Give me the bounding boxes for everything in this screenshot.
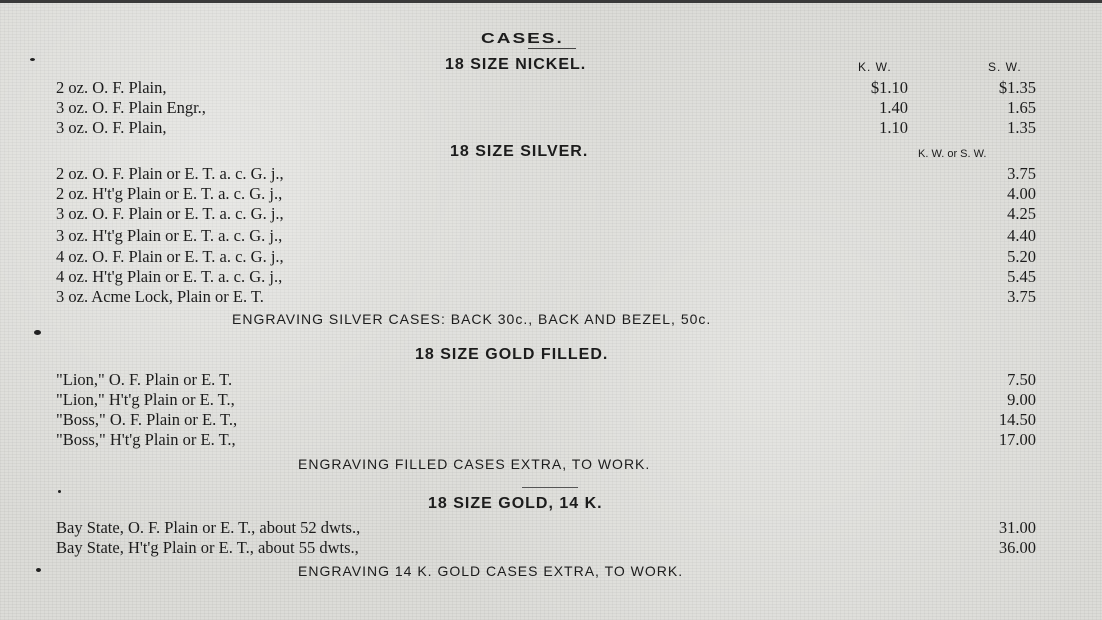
nickel-row-sw-price: $1.35 <box>998 78 1036 97</box>
gold-filled-row-desc: "Lion," H't'g Plain or E. T., <box>56 390 235 409</box>
section-rule <box>522 487 578 488</box>
engraving-note-silver: ENGRAVING SILVER CASES: BACK 30c., BACK AND BEZEL, 50c. <box>232 311 712 327</box>
gold-14k-row-desc: Bay State, H't'g Plain or E. T., about 55 dwts., <box>56 538 359 557</box>
nickel-row-sw-price: 1.65 <box>1007 98 1036 117</box>
nickel-row-sw-price: 1.35 <box>1007 118 1036 137</box>
page-title: CASES. <box>481 30 564 47</box>
silver-row-price: 4.25 <box>1007 204 1036 223</box>
silver-row-price: 5.20 <box>1007 247 1036 266</box>
column-header-kw: K. W. <box>858 60 892 74</box>
silver-row-desc: 2 oz. H't'g Plain or E. T. a. c. G. j., <box>56 184 283 203</box>
gold-filled-row-price: 9.00 <box>1007 390 1036 409</box>
silver-row-price: 4.40 <box>1007 226 1036 245</box>
engraving-note-filled: ENGRAVING FILLED CASES EXTRA, TO WORK. <box>298 456 651 472</box>
gold-filled-row-desc: "Lion," O. F. Plain or E. T. <box>56 370 233 389</box>
silver-row-desc: 4 oz. O. F. Plain or E. T. a. c. G. j., <box>56 247 284 266</box>
section-heading-silver: 18 SIZE SILVER. <box>450 143 589 160</box>
silver-row-desc: 2 oz. O. F. Plain or E. T. a. c. G. j., <box>56 164 284 183</box>
gold-14k-row-desc: Bay State, O. F. Plain or E. T., about 52 dwts., <box>56 518 361 537</box>
silver-row-desc: 3 oz. O. F. Plain or E. T. a. c. G. j., <box>56 204 284 223</box>
engraving-note-14k: ENGRAVING 14 K. GOLD CASES EXTRA, TO WORK. <box>298 563 684 579</box>
nickel-row-desc: 3 oz. O. F. Plain, <box>56 118 167 137</box>
gold-filled-row-desc: "Boss," H't'g Plain or E. T., <box>56 430 236 449</box>
gold-filled-row-price: 17.00 <box>998 430 1036 449</box>
nickel-row-desc: 3 oz. O. F. Plain Engr., <box>56 98 206 117</box>
column-header-sw: S. W. <box>988 60 1022 74</box>
title-rule <box>528 48 576 49</box>
section-heading-gold-filled: 18 SIZE GOLD FILLED. <box>415 346 609 363</box>
scan-speck <box>34 330 41 335</box>
nickel-row-kw-price: 1.40 <box>879 98 908 117</box>
nickel-row-kw-price: 1.10 <box>879 118 908 137</box>
gold-14k-row-price: 31.00 <box>998 518 1036 537</box>
silver-row-desc: 4 oz. H't'g Plain or E. T. a. c. G. j., <box>56 267 283 286</box>
silver-row-price: 5.45 <box>1007 267 1036 286</box>
silver-row-price: 3.75 <box>1007 164 1036 183</box>
silver-row-desc: 3 oz. Acme Lock, Plain or E. T. <box>56 287 264 306</box>
scan-speck <box>30 58 35 61</box>
section-heading-nickel: 18 SIZE NICKEL. <box>445 56 587 73</box>
nickel-row-desc: 2 oz. O. F. Plain, <box>56 78 167 97</box>
silver-row-price: 3.75 <box>1007 287 1036 306</box>
section-heading-gold-14k: 18 SIZE GOLD, 14 K. <box>428 495 603 512</box>
scan-speck <box>58 490 61 493</box>
silver-row-desc: 3 oz. H't'g Plain or E. T. a. c. G. j., <box>56 226 283 245</box>
gold-14k-row-price: 36.00 <box>998 538 1036 557</box>
scan-speck <box>36 568 41 572</box>
nickel-row-kw-price: $1.10 <box>870 78 908 97</box>
gold-filled-row-price: 7.50 <box>1007 370 1036 389</box>
gold-filled-row-price: 14.50 <box>998 410 1036 429</box>
top-border <box>0 0 1102 3</box>
silver-row-price: 4.00 <box>1007 184 1036 203</box>
column-header-kw-or-sw: K. W. or S. W. <box>918 148 987 160</box>
gold-filled-row-desc: "Boss," O. F. Plain or E. T., <box>56 410 238 429</box>
